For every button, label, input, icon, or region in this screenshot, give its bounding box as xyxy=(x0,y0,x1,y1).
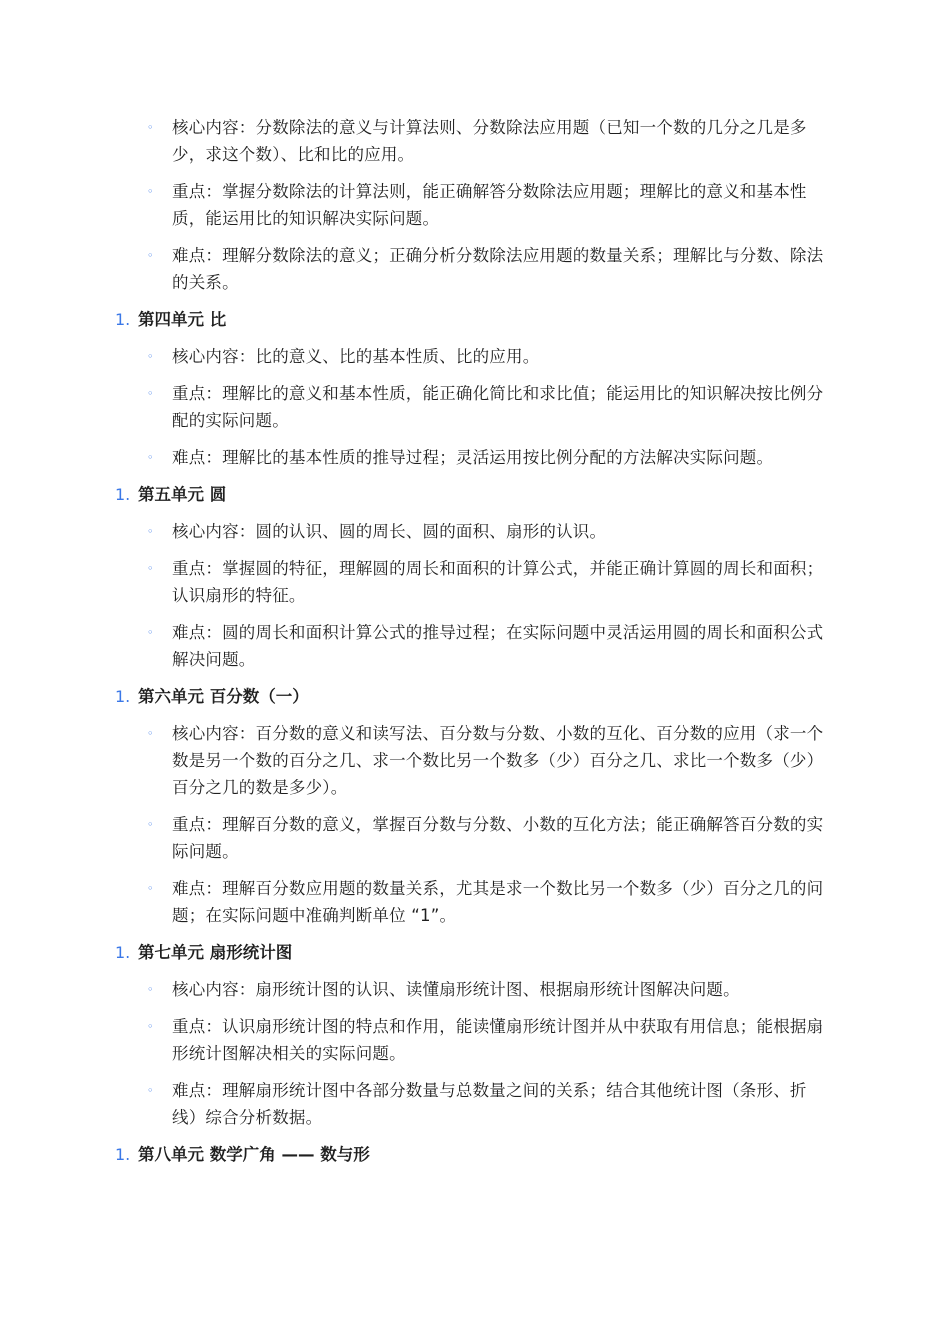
list-item xyxy=(0,114,950,168)
unit-sub-list xyxy=(0,720,950,929)
unit-title: 第七单元 扇形统计图 xyxy=(138,943,293,962)
list-item xyxy=(0,976,950,1003)
list-item-text: 核心内容：分数除法的意义与计算法则、分数除法应用题（已知一个数的几分之几是多少，求这个数）、比和比的应用。 xyxy=(172,118,807,164)
hollow-bullet-icon: ◦ xyxy=(147,249,154,262)
hollow-bullet-icon: ◦ xyxy=(147,983,154,996)
hollow-bullet-icon: ◦ xyxy=(147,185,154,198)
list-item-text: 重点：掌握分数除法的计算法则，能正确解答分数除法应用题；理解比的意义和基本性质，能运用比的知识解决实际问题。 xyxy=(172,182,807,228)
list-item xyxy=(0,1077,950,1131)
unit-sub-list xyxy=(0,343,950,471)
list-item xyxy=(0,555,950,609)
unit-heading xyxy=(0,683,950,710)
hollow-bullet-icon: ◦ xyxy=(147,1084,154,1097)
list-item xyxy=(0,444,950,471)
list-number: 1. xyxy=(115,687,131,706)
hollow-bullet-icon: ◦ xyxy=(147,1020,154,1033)
unit-title: 第六单元 百分数（一） xyxy=(138,687,309,706)
list-number: 1. xyxy=(115,485,131,504)
list-number: 1. xyxy=(115,310,131,329)
list-item-text: 难点：圆的周长和面积计算公式的推导过程；在实际问题中灵活运用圆的周长和面积公式解决问题。 xyxy=(172,623,824,669)
unit3-sub-list xyxy=(0,114,950,296)
list-item-text: 难点：理解扇形统计图中各部分数量与总数量之间的关系；结合其他统计图（条形、折线）综合分析数据。 xyxy=(172,1081,807,1127)
unit-title: 第五单元 圆 xyxy=(138,485,227,504)
hollow-bullet-icon: ◦ xyxy=(147,525,154,538)
hollow-bullet-icon: ◦ xyxy=(147,727,154,740)
list-item xyxy=(0,619,950,673)
hollow-bullet-icon: ◦ xyxy=(147,818,154,831)
unit-heading xyxy=(0,481,950,508)
list-item xyxy=(0,518,950,545)
unit-sub-list xyxy=(0,976,950,1131)
unit-heading xyxy=(0,939,950,966)
list-item xyxy=(0,380,950,434)
list-item-text: 核心内容：百分数的意义和读写法、百分数与分数、小数的互化、百分数的应用（求一个数是另一个数的百分之几、求一个数比另一个数多（少）百分之几、求比一个数多（少）百分之几的数是多少）。 xyxy=(172,724,824,797)
list-item-text: 核心内容：比的意义、比的基本性质、比的应用。 xyxy=(172,347,540,366)
unit-title: 第八单元 数学广角 —— 数与形 xyxy=(138,1145,370,1164)
list-item xyxy=(0,343,950,370)
list-item-text: 核心内容：圆的认识、圆的周长、圆的面积、扇形的认识。 xyxy=(172,522,607,541)
list-item-text: 难点：理解比的基本性质的推导过程；灵活运用按比例分配的方法解决实际问题。 xyxy=(172,448,774,467)
list-item xyxy=(0,1013,950,1067)
list-item-text: 难点：理解百分数应用题的数量关系，尤其是求一个数比另一个数多（少）百分之几的问题；在实际问题中准确判断单位 “1”。 xyxy=(172,879,824,925)
list-item-text: 核心内容：扇形统计图的认识、读懂扇形统计图、根据扇形统计图解决问题。 xyxy=(172,980,740,999)
unit-title: 第四单元 比 xyxy=(138,310,227,329)
list-number: 1. xyxy=(115,1145,131,1164)
list-item xyxy=(0,811,950,865)
list-number: 1. xyxy=(115,943,131,962)
unit-heading xyxy=(0,1141,950,1168)
hollow-bullet-icon: ◦ xyxy=(147,451,154,464)
list-item-text: 重点：理解比的意义和基本性质，能正确化简比和求比值；能运用比的知识解决按比例分配的实际问题。 xyxy=(172,384,824,430)
hollow-bullet-icon: ◦ xyxy=(147,121,154,134)
list-item-text: 重点：认识扇形统计图的特点和作用，能读懂扇形统计图并从中获取有用信息；能根据扇形统计图解决相关的实际问题。 xyxy=(172,1017,824,1063)
list-item-text: 重点：掌握圆的特征，理解圆的周长和面积的计算公式，并能正确计算圆的周长和面积；认识扇形的特征。 xyxy=(172,559,824,605)
unit-heading xyxy=(0,306,950,333)
list-item-text: 难点：理解分数除法的意义；正确分析分数除法应用题的数量关系；理解比与分数、除法的关系。 xyxy=(172,246,824,292)
list-item xyxy=(0,720,950,801)
syllabus-content xyxy=(0,114,950,1178)
list-item xyxy=(0,875,950,929)
hollow-bullet-icon: ◦ xyxy=(147,562,154,575)
hollow-bullet-icon: ◦ xyxy=(147,387,154,400)
hollow-bullet-icon: ◦ xyxy=(147,882,154,895)
unit-sub-list xyxy=(0,518,950,673)
list-item-text: 重点：理解百分数的意义，掌握百分数与分数、小数的互化方法；能正确解答百分数的实际问题。 xyxy=(172,815,824,861)
list-item xyxy=(0,178,950,232)
hollow-bullet-icon: ◦ xyxy=(147,626,154,639)
hollow-bullet-icon: ◦ xyxy=(147,350,154,363)
list-item xyxy=(0,242,950,296)
